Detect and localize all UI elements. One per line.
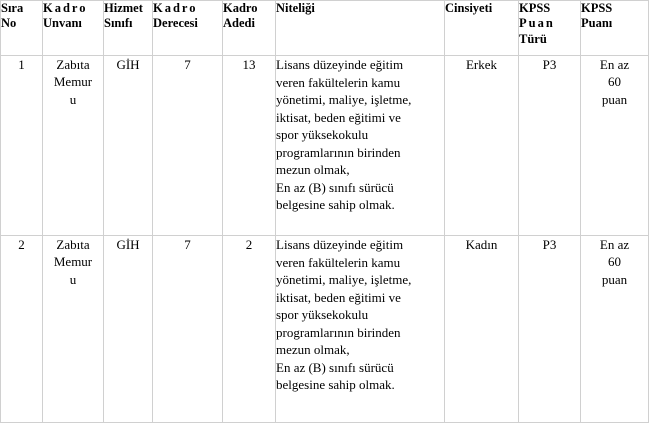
cell-hizmet-sinifi: GİH	[104, 236, 153, 423]
text-line: programlarının birinden	[276, 144, 401, 160]
text-line: Lisans düzeyinde eğitim	[276, 237, 404, 252]
column-header-kadro-adedi	[223, 1, 276, 56]
text-line: yönetimi, maliye, işletme,	[276, 272, 412, 288]
cell-kadro-unvani	[43, 56, 104, 236]
text-line: spor yüksekokulu	[276, 307, 369, 323]
header-text-line: Hizmet	[104, 1, 143, 15]
text-line: puan	[601, 271, 628, 287]
cell-kadro-derecesi: 7	[153, 56, 223, 236]
header-text-line: Sınıfı	[104, 16, 133, 31]
header-text-line: Kadro	[43, 1, 88, 15]
column-header-kpss-puani	[581, 1, 649, 56]
header-text-line: KPSS	[581, 1, 613, 15]
text-line: programlarının birinden	[276, 324, 401, 340]
header-row	[1, 1, 649, 56]
table-row	[1, 56, 649, 236]
header-text-line: No	[1, 16, 17, 31]
text-line: puan	[601, 91, 628, 107]
text-line: En az	[599, 57, 630, 72]
header-text-line: Unvanı	[43, 16, 82, 31]
text-line: Zabıta	[56, 237, 90, 252]
text-line: veren fakültelerin kamu	[276, 254, 401, 270]
cell-niteligi	[276, 236, 445, 423]
cell-kadro-unvani	[43, 236, 104, 423]
header-text-line: Puan	[519, 16, 555, 31]
text-line: mezun olmak,	[276, 342, 350, 358]
column-header-kadro-derecesi	[153, 1, 223, 56]
text-line: En az (B) sınıfı sürücü	[276, 359, 394, 375]
column-header-kpss-puan-turu	[519, 1, 581, 56]
column-header-hizmet-sinifi	[104, 1, 153, 56]
text-line: belgesine sahip olmak.	[276, 197, 395, 213]
column-header-sira-no	[1, 1, 43, 56]
column-header-niteligi	[276, 1, 445, 56]
header-text-line: KPSS	[519, 1, 551, 15]
header-text-line: Niteliği	[276, 1, 315, 15]
column-header-kadro-unvani	[43, 1, 104, 56]
table-body	[1, 56, 649, 423]
text-line: u	[69, 271, 77, 287]
text-line: 60	[608, 74, 621, 90]
text-line: 60	[608, 254, 621, 270]
header-text-line: Adedi	[223, 16, 255, 31]
table-header	[1, 1, 649, 56]
header-text-line: Kadro	[223, 1, 258, 15]
text-line: u	[69, 91, 77, 107]
text-line: iktisat, beden eğitimi ve	[276, 109, 401, 125]
header-text-line: Cinsiyeti	[445, 1, 493, 15]
cell-kadro-derecesi: 7	[153, 236, 223, 423]
text-line: Memur	[53, 74, 93, 90]
text-line: iktisat, beden eğitimi ve	[276, 289, 401, 305]
cell-kpss-puan-turu: P3	[519, 236, 581, 423]
text-line: spor yüksekokulu	[276, 127, 369, 143]
text-line: yönetimi, maliye, işletme,	[276, 92, 412, 108]
cell-hizmet-sinifi: GİH	[104, 56, 153, 236]
cell-kpss-puani	[581, 56, 649, 236]
cell-niteligi	[276, 56, 445, 236]
header-text-line: Türü	[519, 31, 547, 46]
cell-cinsiyeti: Erkek	[445, 56, 519, 236]
text-line: Memur	[53, 254, 93, 270]
text-line: Zabıta	[56, 57, 90, 72]
header-text-line: Derecesi	[153, 16, 198, 31]
table-row	[1, 236, 649, 423]
text-line: En az (B) sınıfı sürücü	[276, 179, 394, 195]
cell-kpss-puani	[581, 236, 649, 423]
text-line: belgesine sahip olmak.	[276, 377, 395, 393]
header-text-line: Kadro	[153, 1, 198, 15]
cell-cinsiyeti: Kadın	[445, 236, 519, 423]
cell-kadro-adedi: 2	[223, 236, 276, 423]
cell-sira-no: 2	[1, 236, 43, 423]
cell-kpss-puan-turu: P3	[519, 56, 581, 236]
header-text-line: Puanı	[581, 16, 613, 31]
cell-sira-no: 1	[1, 56, 43, 236]
header-text-line: Sıra	[1, 1, 24, 15]
column-header-cinsiyeti	[445, 1, 519, 56]
text-line: veren fakültelerin kamu	[276, 74, 401, 90]
text-line: Lisans düzeyinde eğitim	[276, 57, 404, 72]
text-line: En az	[599, 237, 630, 252]
cell-kadro-adedi: 13	[223, 56, 276, 236]
text-line: mezun olmak,	[276, 162, 350, 178]
